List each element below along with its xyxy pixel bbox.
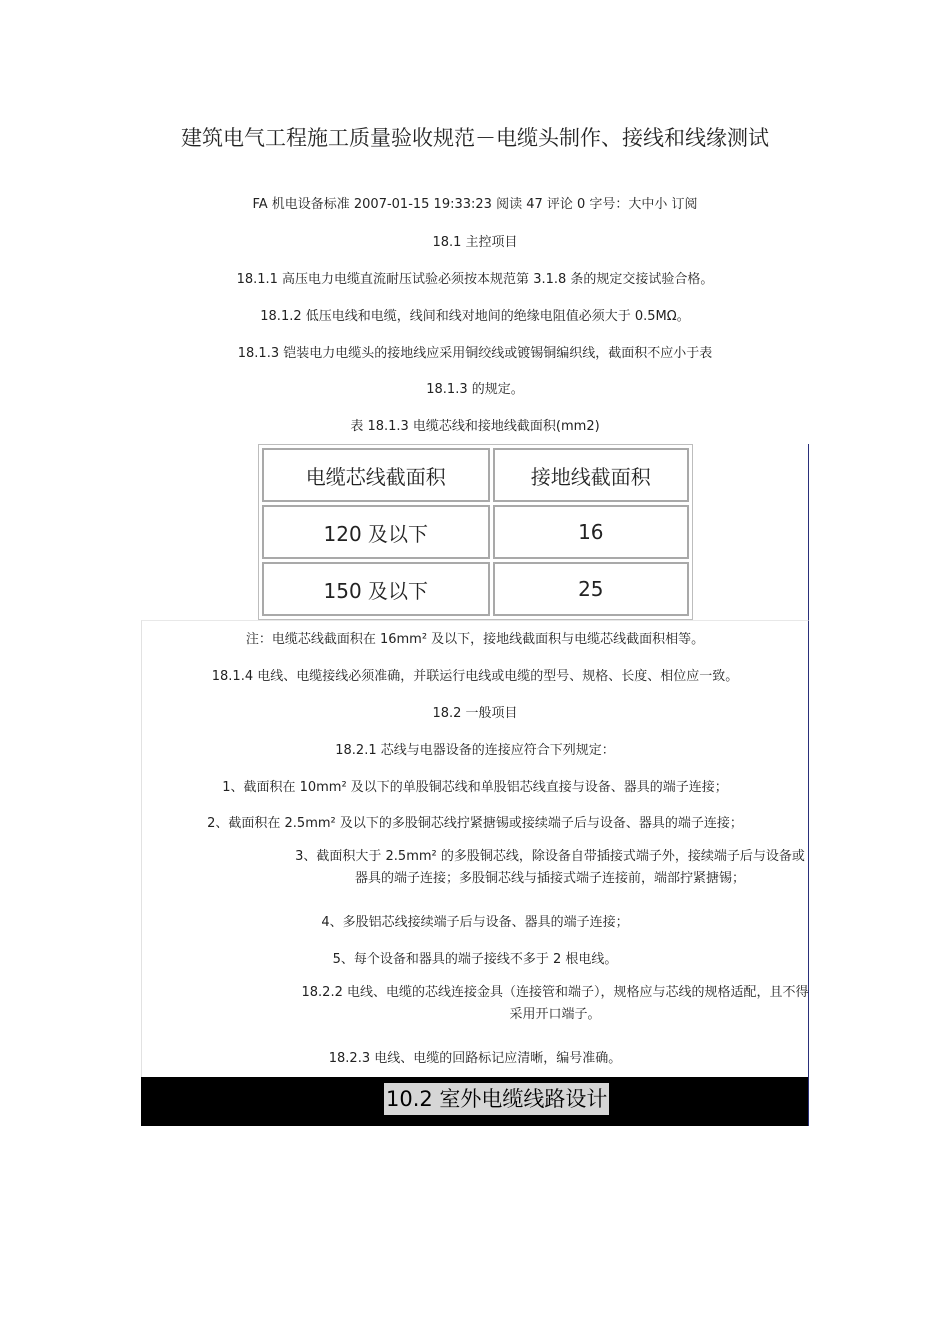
list-item: 2、截面积在 2.5mm² 及以下的多股铜芯线拧紧搪锡或接续端子后与设备、器具的端子连接； xyxy=(207,816,743,831)
section-heading: 18.2 一般项目 xyxy=(432,706,518,721)
list-item: 4、多股铝芯线接续端子后与设备、器具的端子连接； xyxy=(321,915,629,930)
section-heading: 18.1 主控项目 xyxy=(432,235,518,250)
page-title: 建筑电气工程施工质量验收规范－电缆头制作、接线和线缘测试 xyxy=(181,126,769,150)
table-caption: 表 18.1.3 电缆芯线和接地线截面积(mm2) xyxy=(350,419,600,434)
table-note: 注：电缆芯线截面积在 16mm² 及以下，接地线截面积与电缆芯线截面积相等。 xyxy=(245,632,705,647)
list-item: 3、截面积大于 2.5mm² 的多股铜芯线，除设备自带插接式端子外，接续端子后与设备或器具的端子连接；多股铜芯线与插接式端子连接前，端部拧紧搪锡； xyxy=(295,849,805,886)
table-header-cell: 电缆芯线截面积 xyxy=(262,448,490,502)
clause-18-1-2: 18.1.2 低压电线和电缆，线间和线对地间的绝缘电阻值必须大于 0.5MΩ。 xyxy=(260,309,690,324)
clause-18-2-3: 18.2.3 电线、电缆的回路标记应清晰，编号准确。 xyxy=(328,1051,622,1066)
table-row xyxy=(262,562,689,616)
table-header-cell: 接地线截面积 xyxy=(493,448,689,502)
clause-18-1-4: 18.1.4 电线、电缆接线必须准确，并联运行电线或电缆的型号、规格、长度、相位应一致。 xyxy=(211,669,739,684)
clause-18-1-3: 18.1.3 铠装电力电缆头的接地线应采用铜绞线或镀锡铜编织线，截面积不应小于表 xyxy=(237,346,713,361)
list-item: 5、每个设备和器具的端子接线不多于 2 根电线。 xyxy=(332,952,618,967)
clause-18-2-2: 18.2.2 电线、电缆的芯线连接金具（连接管和端子），规格应与芯线的规格适配，且不得采用开口端子。 xyxy=(301,985,809,1022)
panel-border xyxy=(808,444,809,620)
article-meta: FA 机电设备标准 2007-01-15 19:33:23 阅读 47 评论 0 字号：大中小 订阅 xyxy=(252,197,698,212)
table-cell: 120 及以下 xyxy=(262,505,490,559)
table-header-row xyxy=(262,448,689,502)
table-cell: 25 xyxy=(493,562,689,616)
clause-18-2-1: 18.2.1 芯线与电器设备的连接应符合下列规定： xyxy=(335,743,615,758)
table-row xyxy=(262,505,689,559)
clause-18-1-1: 18.1.1 高压电力电缆直流耐压试验必须按本规范第 3.1.8 条的规定交接试验合格。 xyxy=(236,272,714,287)
cross-section-table xyxy=(258,444,693,620)
table-cell: 150 及以下 xyxy=(262,562,490,616)
list-item: 1、截面积在 10mm² 及以下的单股铜芯线和单股铝芯线直接与设备、器具的端子连接； xyxy=(222,780,728,795)
banner-title: 10.2 室外电缆线路设计 xyxy=(384,1083,609,1115)
clause-18-1-3-cont: 18.1.3 的规定。 xyxy=(426,382,524,397)
table-cell: 16 xyxy=(493,505,689,559)
